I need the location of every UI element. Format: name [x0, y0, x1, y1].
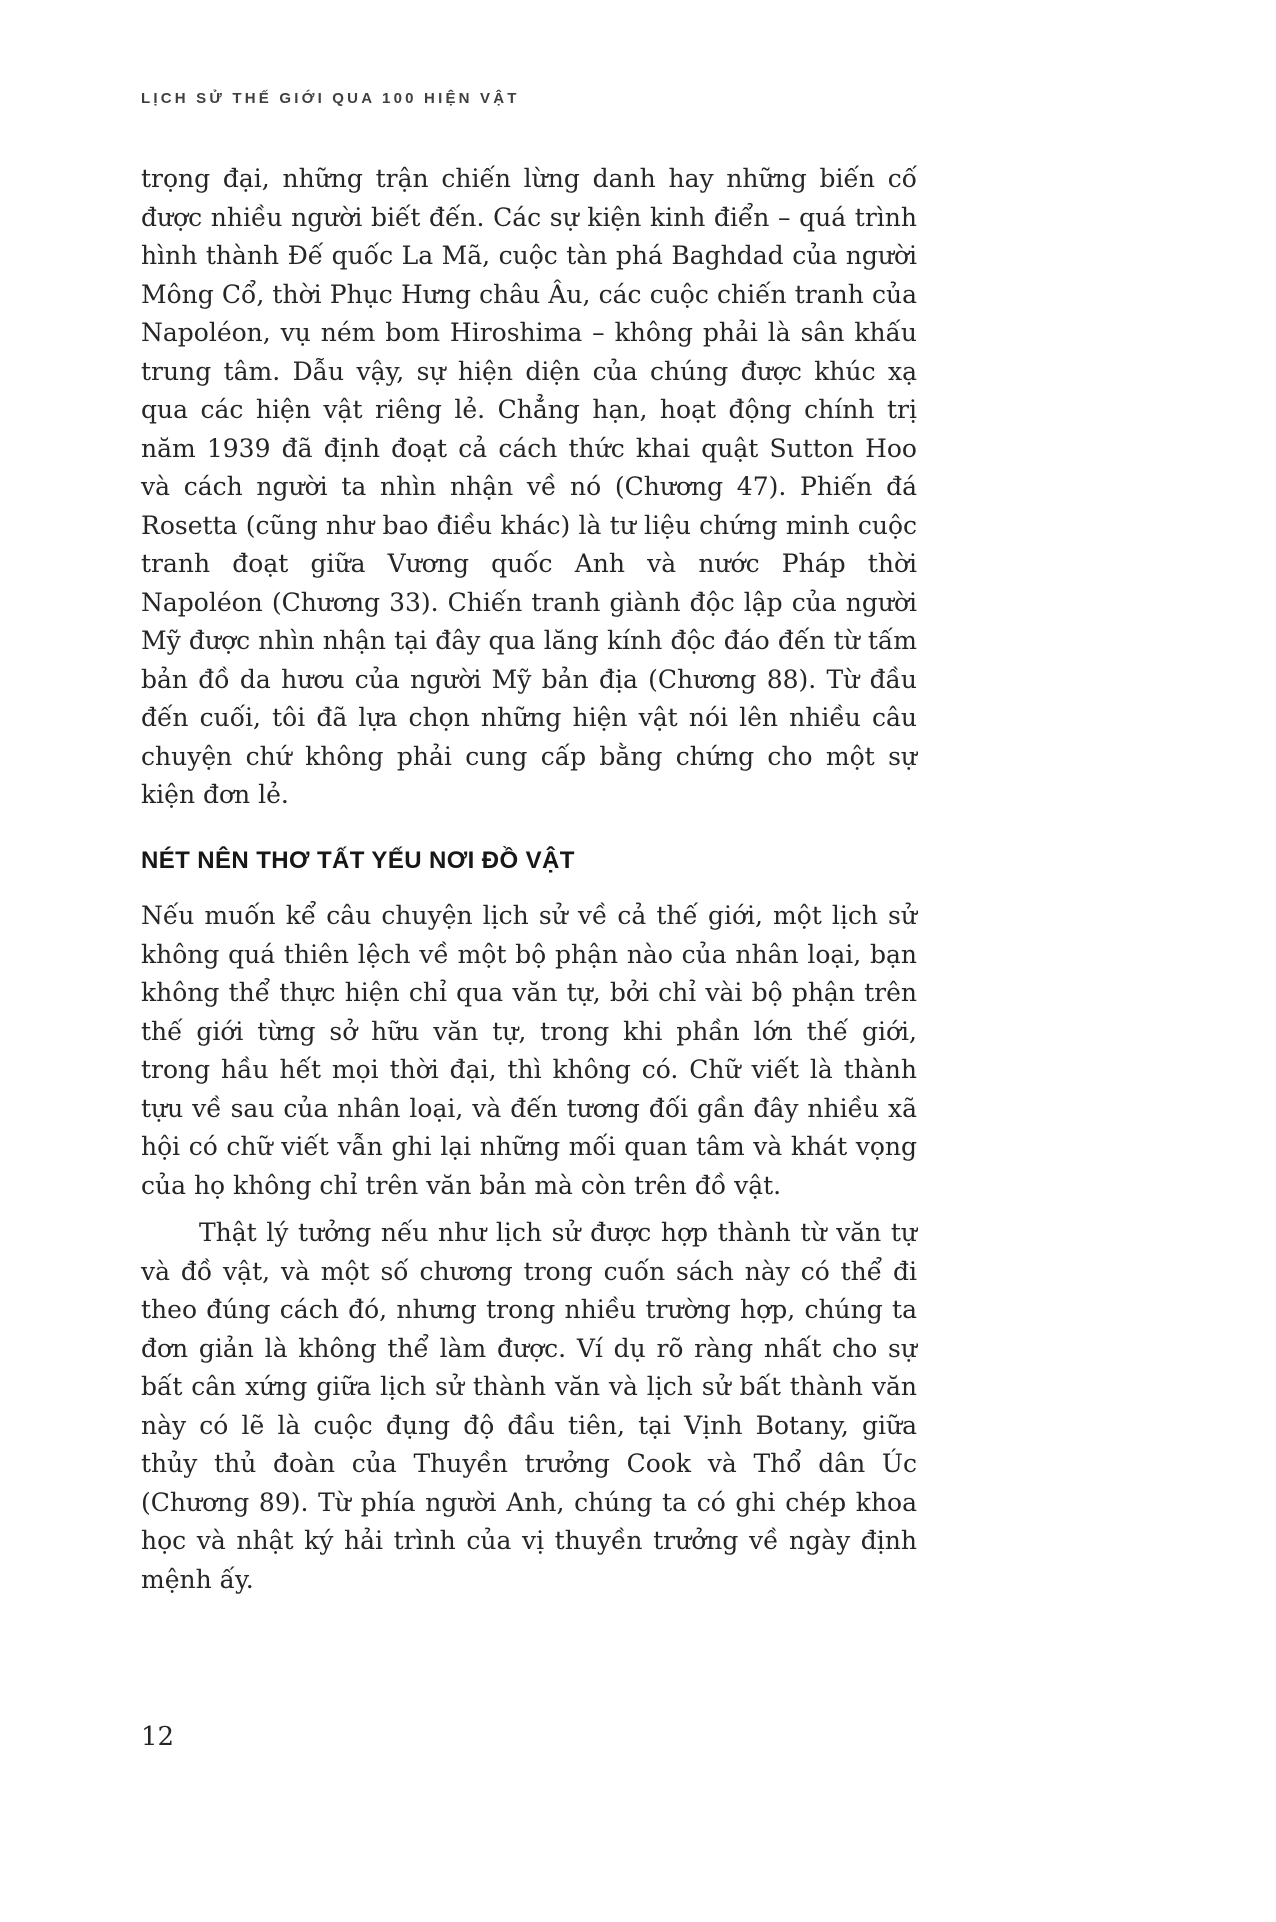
paragraph-continuation: trọng đại, những trận chiến lừng danh hay những biến cố được nhiều người biết đến. Các sự kiện kinh điển – quá trình hình thành Đế quốc La Mã, cuộc tàn phá Baghdad của người Mông Cổ, thời Phục Hưng châu Âu, các cuộc chiến tranh của Napoléon, vụ ném bom Hiroshima – không phải là sân khấu trung tâm. Dẫu vậy, sự hiện diện của chúng được khúc xạ qua các hiện vật riêng lẻ. Chẳng hạn, hoạt động chính trị năm 1939 đã định đoạt cả cách thức khai quật Sutton Hoo và cách người ta nhìn nhận về nó (Chương 47). Phiến đá Rosetta (cũng như bao điều khác) là tư liệu chứng minh cuộc tranh đoạt giữa Vương quốc Anh và nước Pháp thời Napoléon (Chương 33). Chiến tranh giành độc lập của người Mỹ được nhìn nhận tại đây qua lăng kính độc đáo đến từ tấm bản đồ da hươu của người Mỹ bản địa (Chương 88). Từ đầu đến cuối, tôi đã lựa chọn những hiện vật nói lên nhiều câu chuyện chứ không phải cung cấp bằng chứng cho một sự kiện đơn lẻ. [141, 164, 917, 809]
section-heading: NÉT NÊN THƠ TẤT YẾU NƠI ĐỒ VẬT [141, 846, 575, 874]
paragraph: Nếu muốn kể câu chuyện lịch sử về cả thế giới, một lịch sử không quá thiên lệch về một bộ phận nào của nhân loại, bạn không thể thực hiện chỉ qua văn tự, bởi chỉ vài bộ phận trên thế giới từng sở hữu văn tự, trong khi phần lớn thế giới, trong hầu hết mọi thời đại, thì không có. Chữ viết là thành tựu về sau của nhân loại, và đến tương đối gần đây nhiều xã hội có chữ viết vẫn ghi lại những mối quan tâm và khát vọng của họ không chỉ trên văn bản mà còn trên đồ vật. [141, 901, 917, 1200]
page-number: 12 [141, 1722, 175, 1752]
running-header: LỊCH SỬ THẾ GIỚI QUA 100 HIỆN VẬT [141, 90, 520, 107]
page-body [141, 160, 917, 1599]
paragraph: Thật lý tưởng nếu như lịch sử được hợp thành từ văn tự và đồ vật, và một số chương trong cuốn sách này có thể đi theo đúng cách đó, nhưng trong nhiều trường hợp, chúng ta đơn giản là không thể làm được. Ví dụ rõ ràng nhất cho sự bất cân xứng giữa lịch sử thành văn và lịch sử bất thành văn này có lẽ là cuộc đụng độ đầu tiên, tại Vịnh Botany, giữa thủy thủ đoàn của Thuyền trưởng Cook và Thổ dân Úc (Chương 89). Từ phía người Anh, chúng ta có ghi chép khoa học và nhật ký hải trình của vị thuyền trưởng về ngày định mệnh ấy. [141, 1218, 917, 1594]
